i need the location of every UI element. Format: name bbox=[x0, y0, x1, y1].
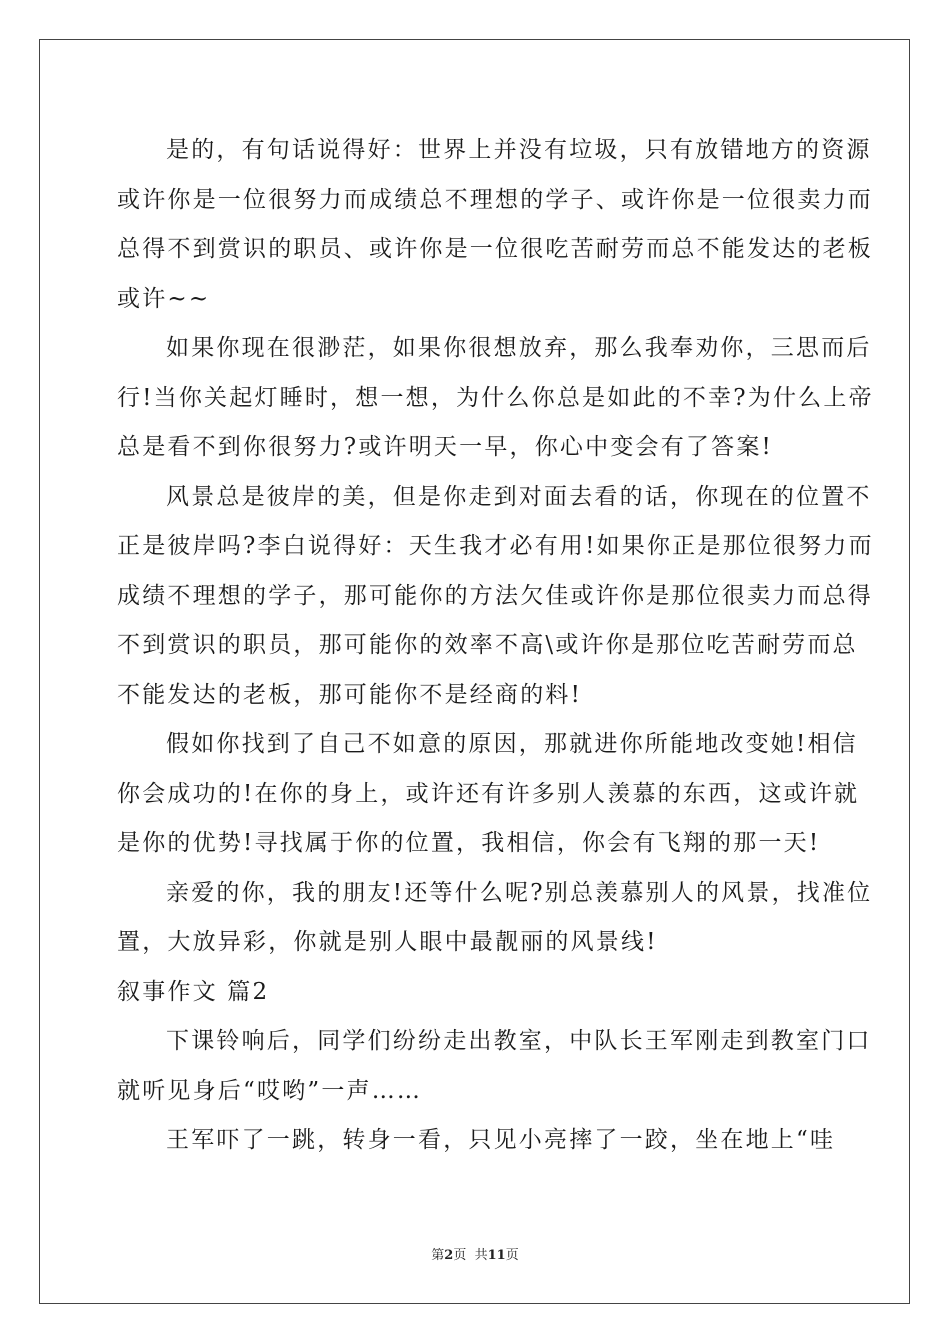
paragraph bbox=[117, 324, 874, 473]
footer-prefix: 第 bbox=[431, 1248, 445, 1263]
paragraph bbox=[117, 126, 873, 324]
total-pages: 11 bbox=[487, 1248, 506, 1263]
text-line: 置，大放异彩，你就是别人眼中最靓丽的风景线! bbox=[117, 929, 658, 955]
text-line: 总得不到赏识的职员、或许你是一位很吃苦耐劳而总不能发达的老板 bbox=[117, 236, 873, 262]
paragraph bbox=[117, 473, 874, 721]
text-line: 或许~~ bbox=[117, 285, 211, 312]
text-line: 风景总是彼岸的美，但是你走到对面去看的话，你现在的位置不 bbox=[166, 483, 872, 510]
paragraph bbox=[117, 1017, 872, 1116]
page-number: 2 bbox=[444, 1248, 454, 1263]
text-line: 是你的优势!寻找属于你的位置，我相信，你会有飞翔的那一天! bbox=[117, 830, 821, 856]
text-line: 亲爱的你，我的朋友!还等什么呢?别总羡慕别人的风景，找准位 bbox=[166, 879, 873, 906]
text-line: 正是彼岸吗?李白说得好：天生我才必有用!如果你正是那位很努力而 bbox=[117, 533, 874, 559]
text-line: 王军吓了一跳，转身一看，只见小亮摔了一跤，坐在地上“哇 bbox=[166, 1127, 836, 1153]
document-body bbox=[117, 126, 874, 1166]
text-line: 就听见身后“哎哟”一声…… bbox=[117, 1077, 423, 1104]
footer-mid: 页 共 bbox=[453, 1248, 488, 1263]
text-line: 下课铃响后，同学们纷纷走出教室，中队长王军刚走到教室门口 bbox=[166, 1028, 872, 1054]
page-footer bbox=[0, 1244, 950, 1263]
footer-suffix: 页 bbox=[505, 1248, 519, 1263]
text-line: 或许你是一位很努力而成绩总不理想的学子、或许你是一位很卖力而 bbox=[117, 186, 873, 213]
text-line: 行!当你关起灯睡时，想一想，为什么你总是如此的不幸?为什么上帝 bbox=[117, 384, 874, 411]
text-line: 总是看不到你很努力?或许明天一早，你心中变会有了答案! bbox=[117, 434, 773, 460]
paragraph bbox=[117, 869, 873, 968]
text-line: 如果你现在很渺茫，如果你很想放弃，那么我奉劝你，三思而后 bbox=[166, 335, 872, 361]
paragraph bbox=[117, 720, 860, 869]
text-line: 假如你找到了自己不如意的原因，那就进你所能地改变她!相信 bbox=[166, 731, 858, 757]
text-line: 不能发达的老板，那可能你不是经商的料! bbox=[117, 681, 583, 708]
section-heading: 叙事作文 篇2 bbox=[117, 978, 270, 1005]
paragraph bbox=[117, 1116, 837, 1166]
text-line: 是的，有句话说得好：世界上并没有垃圾，只有放错地方的资源 bbox=[166, 137, 872, 163]
text-line: 成绩不理想的学子，那可能你的方法欠佳或许你是那位很卖力而总得 bbox=[117, 582, 873, 609]
text-line: 不到赏识的职员，那可能你的效率不高\或许你是那位吃苦耐劳而总 bbox=[117, 632, 858, 658]
text-line: 你会成功的!在你的身上，或许还有许多别人羡慕的东西，这或许就 bbox=[117, 780, 860, 807]
